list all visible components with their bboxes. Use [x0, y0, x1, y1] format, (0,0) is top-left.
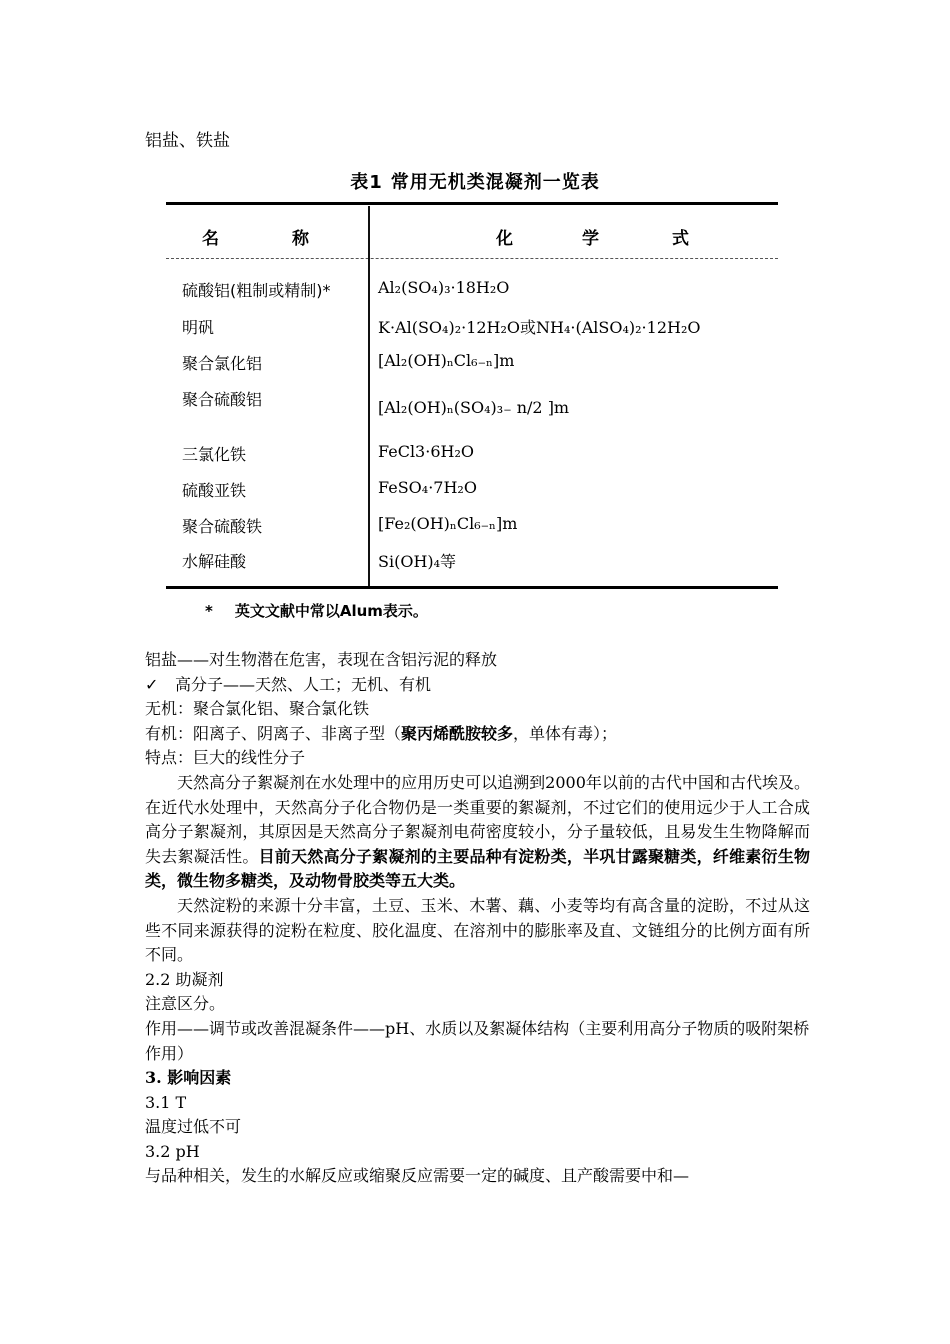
paragraph-text: 高分子——天然、人工；无机、有机 — [175, 674, 432, 694]
table-row-formula: Al₂(SO₄)₃·18H₂O — [378, 278, 510, 297]
table-row-name: 硫酸铝(粗制或精制)* — [182, 281, 331, 300]
section-heading: 2.2 助凝剂 — [145, 969, 224, 989]
table-row-name: 三氯化铁 — [182, 445, 247, 464]
coagulant-table — [166, 202, 778, 592]
table-row-name: 明矾 — [182, 318, 215, 337]
table-column-divider — [368, 206, 370, 586]
table-row-name: 水解硅酸 — [182, 552, 247, 571]
footnote-marker: * — [205, 602, 213, 620]
table-number: 表1 — [350, 172, 383, 193]
section-heading: 3. 影响因素 — [145, 1068, 232, 1088]
header-char: 名 — [202, 229, 219, 249]
table-bottom-rule — [166, 586, 778, 589]
table-row-name: 聚合硫酸铁 — [182, 517, 263, 536]
paragraph: 特点：巨大的线性分子 — [145, 748, 306, 768]
paragraph: 注意区分。 — [145, 994, 226, 1014]
table-title — [0, 168, 950, 194]
table-title-text: 常用无机类混凝剂一览表 — [390, 172, 600, 193]
table-row-formula: [Al₂(OH)ₙ(SO₄)₃₋ n/2 ]m — [378, 398, 570, 417]
header-char: 称 — [292, 229, 309, 249]
paragraph: 作用——调节或改善混凝条件——pH、水质以及絮凝体结构（主要利用高分子物质的吸附架桥作用） — [145, 1018, 810, 1063]
paragraph: 铝盐——对生物潜在危害，表现在含铝污泥的释放 — [145, 650, 498, 669]
header-char: 化 — [496, 229, 513, 249]
checkmark-icon: ✓ — [145, 674, 159, 694]
table-row-formula: FeCl3·6H₂O — [378, 442, 474, 461]
table-row-formula: [Al₂(OH)ₙCl₆₋ₙ]m — [378, 351, 515, 370]
table-footnote — [205, 600, 428, 621]
table-row-formula: [Fe₂(OH)ₙCl₆₋ₙ]m — [378, 514, 518, 533]
paragraph-text: 天然高分子絮凝剂在水处理中的应用历史可以追溯到2000年以前的古代中国和古代埃及。在近代水处理中，天然高分子化合物仍是一类重要的絮凝剂，不过它们的使用远少于人工合成高分子絮凝剂，其原因是天然高分子絮凝剂电荷密度较小，分子量较低，且易发生生物降解而失去絮凝活性。 — [145, 772, 810, 866]
table-row-formula: Si(OH)₄等 — [378, 552, 457, 571]
footnote-text: 英文文献中常以Alum表示。 — [234, 602, 428, 620]
paragraph-text: 有机：阳离子、阴离子、非离子型（ — [145, 723, 402, 743]
bold-text: 聚丙烯酰胺较多 — [401, 723, 514, 743]
paragraph — [145, 771, 810, 894]
table-row-name: 聚合硫酸铝 — [182, 390, 263, 409]
paragraph: 无机：聚合氯化铝、聚合氯化铁 — [145, 699, 370, 719]
section-heading-aluminum-iron-salts: 铝盐、铁盐 — [145, 131, 230, 151]
paragraph: 与品种相关，发生的水解反应或缩聚反应需要一定的碱度、且产酸需要中和— — [145, 1166, 690, 1186]
table-row-formula: K·Al(SO₄)₂·12H₂O或NH₄·(AlSO₄)₂·12H₂O — [378, 318, 701, 337]
paragraph: 天然淀粉的来源十分丰富，土豆、玉米、木薯、藕、小麦等均有高含量的淀盼，不过从这些不同来源获得的淀粉在粒度、胶化温度、在溶剂中的膨胀率及直、文链组分的比例方面有所不同。 — [145, 895, 810, 965]
table-header-rule — [166, 258, 778, 259]
table-top-rule — [166, 202, 778, 205]
body-text — [145, 648, 810, 1189]
table-row-formula: FeSO₄·7H₂O — [378, 478, 477, 497]
paragraph-text: ，单体有毒）； — [513, 723, 618, 743]
section-heading: 3.1 T — [145, 1092, 187, 1112]
header-char: 学 — [582, 229, 599, 249]
table-row-name: 硫酸亚铁 — [182, 481, 247, 500]
checklist-item — [145, 673, 810, 698]
header-char: 式 — [672, 229, 689, 249]
bold-text: 目前天然高分子絮凝剂的主要品种有淀粉类，半巩甘露聚糖类，纤维素衍生物类，微生物多糖类，及动物骨胶类等五大类。 — [145, 846, 810, 891]
section-heading: 3.2 pH — [145, 1141, 200, 1161]
paragraph: 温度过低不可 — [145, 1117, 242, 1137]
paragraph — [145, 722, 810, 747]
table-row-name: 聚合氯化铝 — [182, 354, 263, 373]
